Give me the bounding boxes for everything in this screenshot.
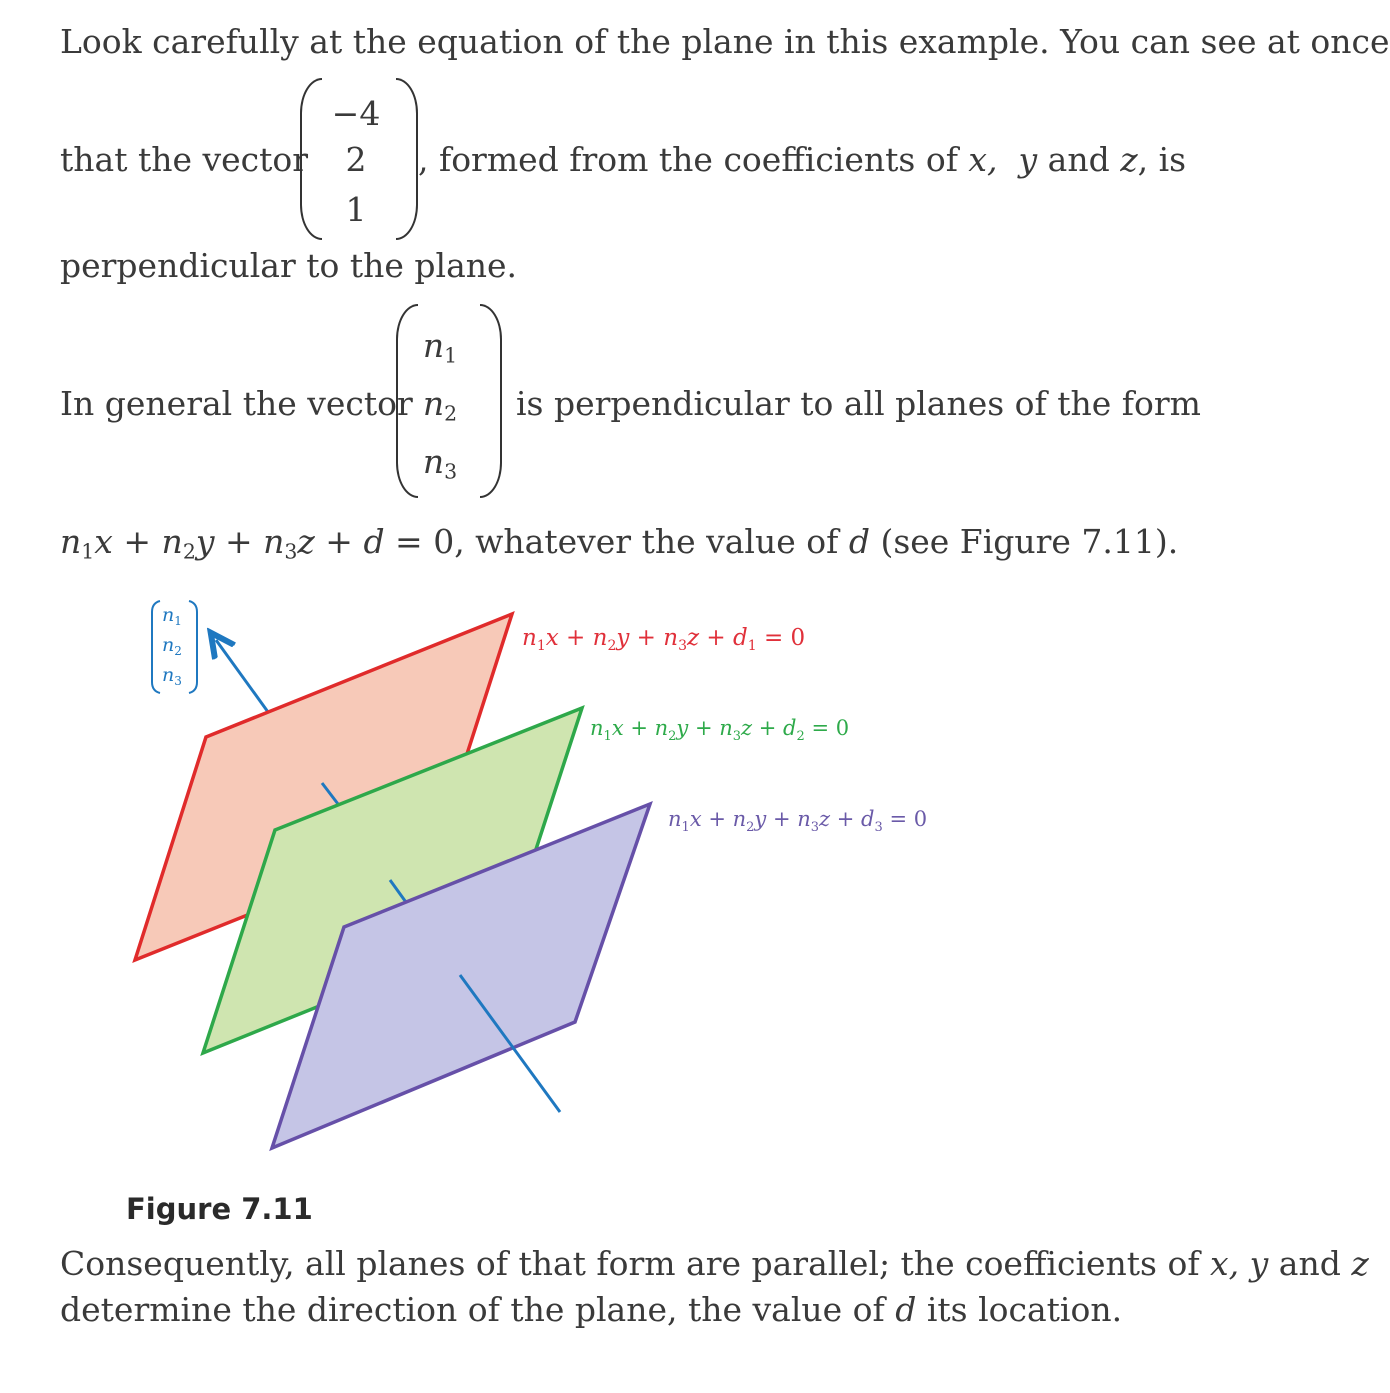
para1-tail: , is xyxy=(1137,140,1187,179)
var-y: y xyxy=(1018,140,1038,179)
para3-line2-b: its location. xyxy=(916,1290,1123,1329)
para1-line3: perpendicular to the plane. xyxy=(60,246,518,285)
para3-line2-a: determine the direction of the plane, the value of xyxy=(60,1290,896,1329)
plane-equation: $n_1x + n_2y + n_3z + d = 0$, whatever the value of d (see Figure 7.11). xyxy=(60,522,1179,564)
para3-line1 xyxy=(60,1244,1369,1284)
plane-label-3: $n_1x + n_2y + n_3z + d_3 = 0$ xyxy=(668,807,928,835)
var-d: d xyxy=(895,1290,917,1329)
eq-tail: = 0, whatever the value of xyxy=(384,522,849,561)
var-z: z xyxy=(1351,1244,1369,1283)
para1-after: , formed from the coefficients of xyxy=(418,140,958,179)
para1-lead: that the vector xyxy=(60,140,309,179)
vector-entry: 2 xyxy=(345,140,367,179)
and-word: and xyxy=(1268,1244,1352,1283)
svg-text:n3: $n_3$ xyxy=(162,664,182,688)
normal-arrow xyxy=(216,640,268,712)
normal-vector-label xyxy=(152,601,197,693)
para2-after: is perpendicular to all planes of the form xyxy=(516,384,1201,423)
eq-end: (see Figure 7.11). xyxy=(869,522,1179,561)
var-x: x, xyxy=(1210,1244,1240,1283)
var-z: z xyxy=(1120,140,1138,179)
var-y: y xyxy=(1249,1244,1269,1283)
para3-line2 xyxy=(60,1290,1122,1330)
vector-entry: $n_3$ xyxy=(422,442,458,484)
vector-entry: $n_2$ xyxy=(422,384,458,426)
vector-entry: 1 xyxy=(345,190,367,229)
para2-lead: In general the vector xyxy=(60,384,413,423)
eq-d: d xyxy=(848,522,870,561)
and-word: and xyxy=(1047,140,1110,179)
para3-start: Consequently, all planes of that form are parallel; the coefficients of xyxy=(60,1244,1211,1283)
plane-label-2: $n_1x + n_2y + n_3z + d_2 = 0$ xyxy=(590,716,850,744)
vector-entry: −4 xyxy=(331,94,381,133)
svg-text:n2: $n_2$ xyxy=(162,634,182,658)
var-x: x, xyxy=(968,140,998,179)
svg-text:n1: $n_1$ xyxy=(162,604,182,628)
figure-caption: Figure 7.11 xyxy=(126,1192,313,1226)
vector-entry: $n_1$ xyxy=(422,326,458,368)
para1-line1: Look carefully at the equation of the plane in this example. You can see at once xyxy=(60,22,1390,61)
plane-label-1: $n_1x + n_2y + n_3z + d_1 = 0$ xyxy=(522,625,806,654)
